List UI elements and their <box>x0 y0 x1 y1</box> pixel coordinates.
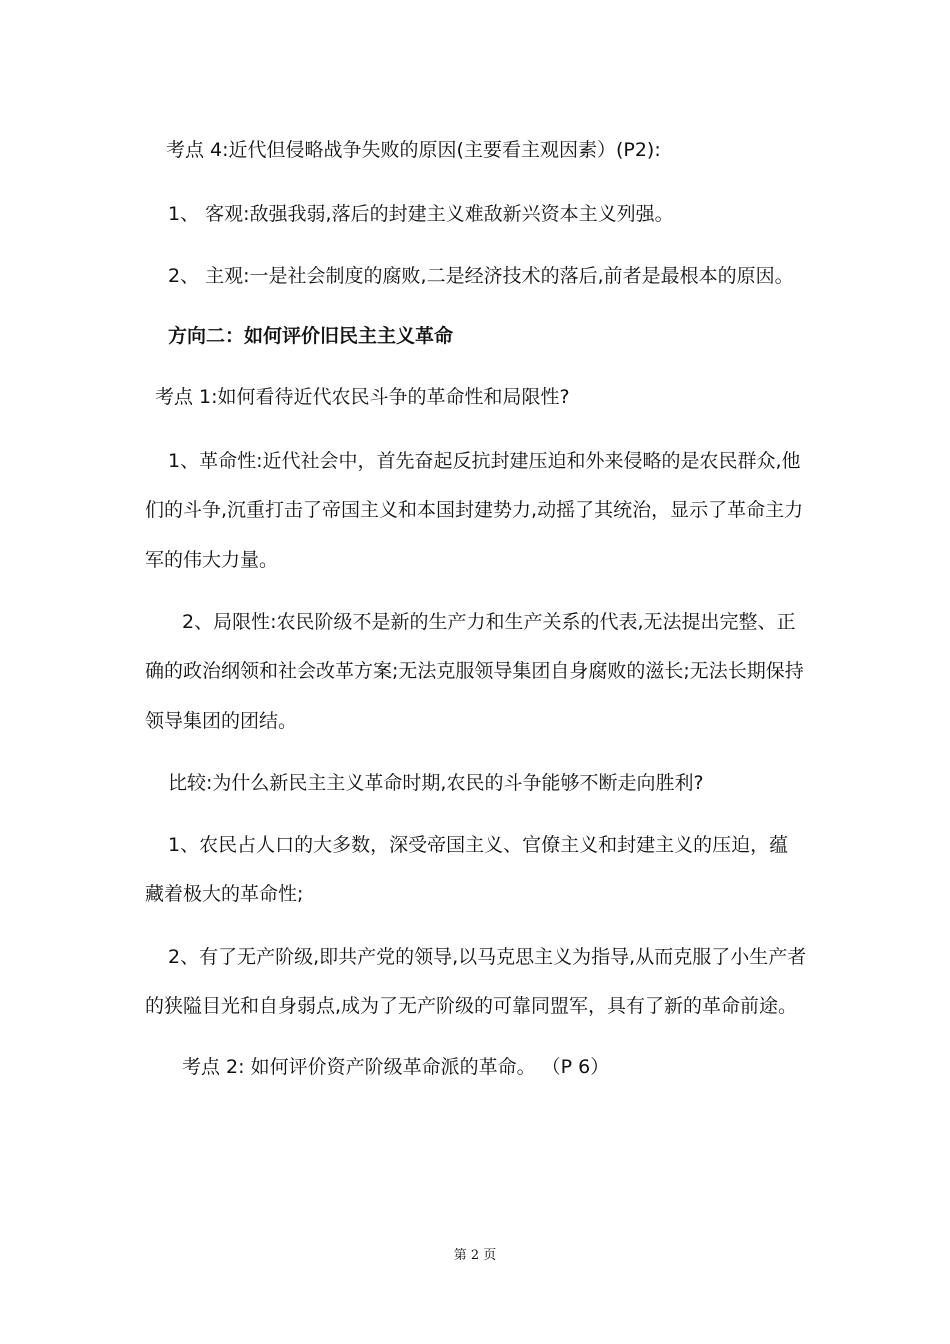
paragraph-proletariat-line-2: 的狭隘目光和自身弱点,成为了无产阶级的可靠同盟军，具有了新的革命前途。 <box>145 995 798 1017</box>
section-heading-point-4: 考点 4:近代但侵略战争失败的原因(主要看主观因素）(P2): <box>166 139 661 161</box>
comparison-question: 比较:为什么新民主主义革命时期,农民的斗争能够不断走向胜利? <box>168 772 704 794</box>
page-number: 第 2 页 <box>453 1248 497 1263</box>
paragraph-revolutionary-line-2: 们的斗争,沉重打击了帝国主义和本国封建势力,动摇了其统治，显示了革命主力 <box>145 499 804 521</box>
paragraph-objective-reason: 1、 客观:敌强我弱,落后的封建主义难敌新兴资本主义列强。 <box>168 203 674 225</box>
paragraph-limitation-line-1: 2、局限性:农民阶级不是新的生产力和生产关系的代表,无法提出完整、正 <box>182 611 796 633</box>
section-heading-point-1: 考点 1:如何看待近代农民斗争的革命性和局限性? <box>155 386 570 408</box>
paragraph-subjective-reason: 2、 主观:一是社会制度的腐败,二是经济技术的落后,前者是最根本的原因。 <box>168 265 794 287</box>
paragraph-peasants-line-1: 1、农民占人口的大多数，深受帝国主义、官僚主义和封建主义的压迫，蕴 <box>168 834 789 856</box>
paragraph-limitation-line-2: 确的政治纲领和社会改革方案;无法克服领导集团自身腐败的滋长;无法长期保持 <box>145 660 804 682</box>
paragraph-peasants-line-2: 藏着极大的革命性; <box>145 883 304 905</box>
direction-two-heading: 方向二：如何评价旧民主主义革命 <box>168 325 454 347</box>
paragraph-proletariat-line-1: 2、有了无产阶级,即共产党的领导,以马克思主义为指导,从而克服了小生产者 <box>168 946 807 968</box>
paragraph-revolutionary-line-1: 1、革命性:近代社会中，首先奋起反抗封建压迫和外来侵略的是农民群众,他 <box>168 450 801 472</box>
paragraph-limitation-line-3: 领导集团的团结。 <box>145 710 298 732</box>
paragraph-revolutionary-line-3: 军的伟大力量。 <box>145 549 279 571</box>
section-heading-point-2: 考点 2: 如何评价资产阶级革命派的革命。 （P 6） <box>182 1056 610 1078</box>
